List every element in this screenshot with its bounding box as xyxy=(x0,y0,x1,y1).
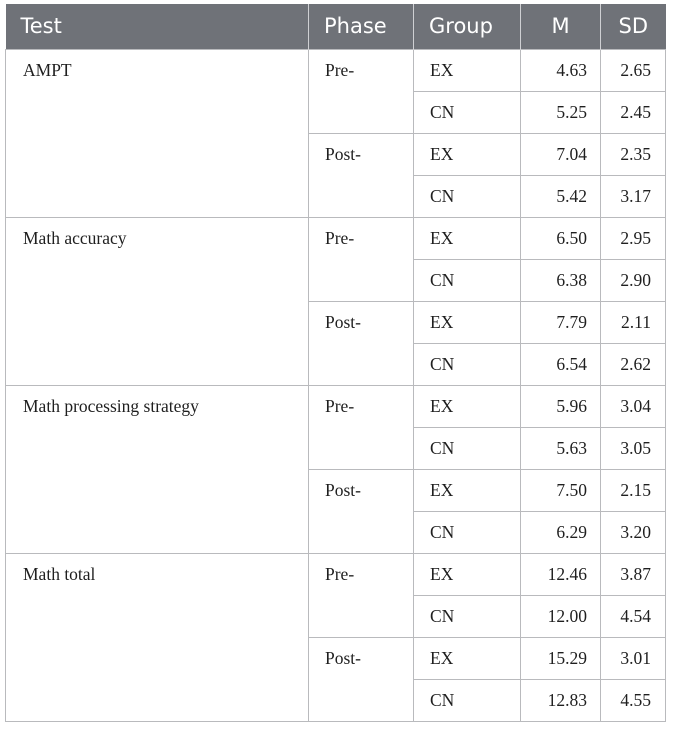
phase-cell: Pre- xyxy=(309,553,414,637)
table-row xyxy=(6,553,666,595)
group-cell: EX xyxy=(414,637,521,679)
sd-cell: 2.45 xyxy=(601,91,666,133)
mean-cell: 6.50 xyxy=(521,217,601,259)
mean-cell: 12.46 xyxy=(521,553,601,595)
sd-cell: 3.01 xyxy=(601,637,666,679)
mean-cell: 6.29 xyxy=(521,511,601,553)
group-cell: EX xyxy=(414,217,521,259)
mean-cell: 6.38 xyxy=(521,259,601,301)
mean-cell: 7.04 xyxy=(521,133,601,175)
test-name-cell: Math processing strategy xyxy=(6,385,309,553)
sd-cell: 3.17 xyxy=(601,175,666,217)
phase-cell: Pre- xyxy=(309,49,414,133)
mean-cell: 7.50 xyxy=(521,469,601,511)
mean-cell: 15.29 xyxy=(521,637,601,679)
phase-cell: Post- xyxy=(309,133,414,217)
table-body xyxy=(6,49,666,721)
group-cell: EX xyxy=(414,469,521,511)
mean-cell: 7.79 xyxy=(521,301,601,343)
phase-cell: Post- xyxy=(309,469,414,553)
sd-cell: 2.15 xyxy=(601,469,666,511)
group-cell: CN xyxy=(414,679,521,721)
group-cell: EX xyxy=(414,133,521,175)
phase-cell: Pre- xyxy=(309,385,414,469)
phase-cell: Post- xyxy=(309,637,414,721)
mean-cell: 5.25 xyxy=(521,91,601,133)
group-cell: CN xyxy=(414,511,521,553)
header-row xyxy=(6,4,666,49)
header-mean: M xyxy=(521,4,601,49)
mean-cell: 5.42 xyxy=(521,175,601,217)
group-cell: CN xyxy=(414,595,521,637)
sd-cell: 4.55 xyxy=(601,679,666,721)
sd-cell: 3.04 xyxy=(601,385,666,427)
header-sd: SD xyxy=(601,4,666,49)
group-cell: CN xyxy=(414,91,521,133)
sd-cell: 2.62 xyxy=(601,343,666,385)
sd-cell: 3.20 xyxy=(601,511,666,553)
group-cell: CN xyxy=(414,175,521,217)
table-header xyxy=(6,4,666,49)
sd-cell: 2.35 xyxy=(601,133,666,175)
sd-cell: 3.87 xyxy=(601,553,666,595)
mean-cell: 4.63 xyxy=(521,49,601,91)
group-cell: EX xyxy=(414,385,521,427)
mean-cell: 5.96 xyxy=(521,385,601,427)
sd-cell: 2.65 xyxy=(601,49,666,91)
group-cell: EX xyxy=(414,49,521,91)
mean-cell: 5.63 xyxy=(521,427,601,469)
test-name-cell: AMPT xyxy=(6,49,309,217)
phase-cell: Pre- xyxy=(309,217,414,301)
mean-cell: 12.00 xyxy=(521,595,601,637)
test-name-cell: Math accuracy xyxy=(6,217,309,385)
sd-cell: 2.11 xyxy=(601,301,666,343)
table-row xyxy=(6,385,666,427)
header-group: Group xyxy=(414,4,521,49)
header-phase: Phase xyxy=(309,4,414,49)
group-cell: CN xyxy=(414,343,521,385)
phase-cell: Post- xyxy=(309,301,414,385)
results-table xyxy=(5,4,666,722)
mean-cell: 6.54 xyxy=(521,343,601,385)
group-cell: CN xyxy=(414,259,521,301)
mean-cell: 12.83 xyxy=(521,679,601,721)
sd-cell: 3.05 xyxy=(601,427,666,469)
header-test: Test xyxy=(6,4,309,49)
sd-cell: 4.54 xyxy=(601,595,666,637)
group-cell: EX xyxy=(414,301,521,343)
sd-cell: 2.90 xyxy=(601,259,666,301)
group-cell: EX xyxy=(414,553,521,595)
sd-cell: 2.95 xyxy=(601,217,666,259)
group-cell: CN xyxy=(414,427,521,469)
table-row xyxy=(6,49,666,91)
test-name-cell: Math total xyxy=(6,553,309,721)
table-row xyxy=(6,217,666,259)
